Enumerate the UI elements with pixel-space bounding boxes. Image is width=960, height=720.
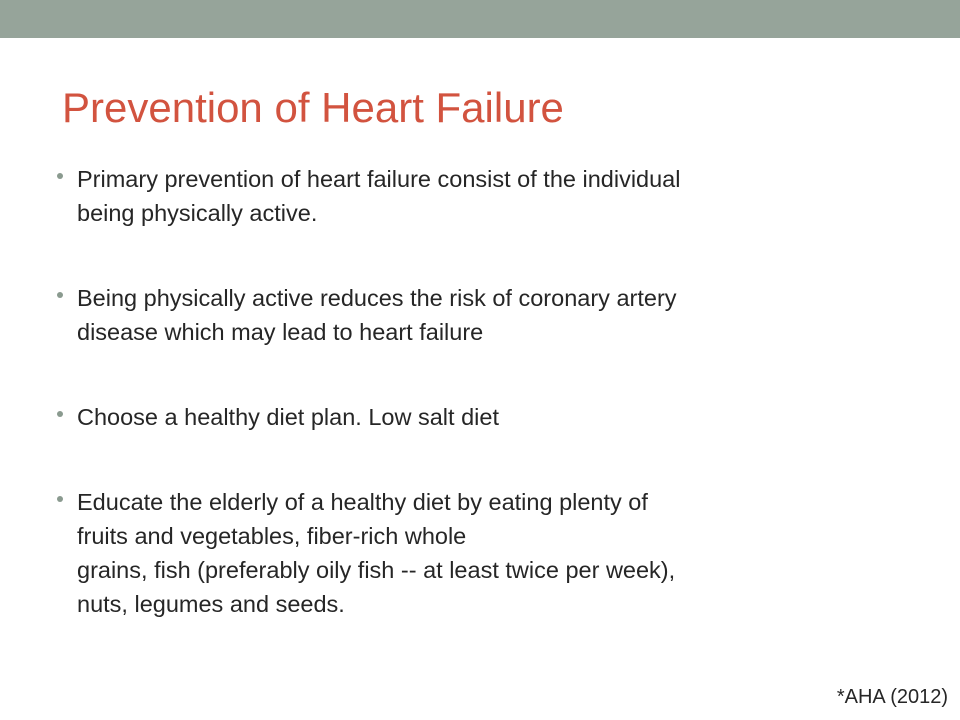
bullet-text-line: Educate the elderly of a healthy diet by eating plenty of (77, 489, 648, 515)
bullet-text-line: disease which may lead to heart failure (77, 319, 484, 345)
bullet-text-line: fruits and vegetables, fiber-rich whole (77, 523, 467, 549)
bullet-dot-icon (57, 173, 63, 179)
bullet-item-educate-elderly (57, 485, 917, 621)
bullet-dot-icon (57, 292, 63, 298)
bullet-text-line: Being physically active reduces the risk of coronary artery (77, 285, 677, 311)
bullet-item-physical-activity (57, 281, 917, 349)
citation-footnote: *AHA (2012) (836, 686, 948, 708)
bullet-text-line: Primary prevention of heart failure consist of the individual (77, 166, 681, 192)
bullet-text-line: being physically active. (77, 200, 318, 226)
bullet-text-line: Choose a healthy diet plan. Low salt diet (77, 404, 499, 430)
bullet-list (57, 162, 917, 672)
top-accent-bar (0, 0, 960, 38)
bullet-text-line: nuts, legumes and seeds. (77, 591, 345, 617)
bullet-item-diet-plan (57, 400, 917, 434)
bullet-item-primary-prevention (57, 162, 917, 230)
bullet-dot-icon (57, 496, 63, 502)
bullet-dot-icon (57, 411, 63, 417)
bullet-text-line: grains, fish (preferably oily fish -- at least twice per week), (77, 557, 676, 583)
slide-title: Prevention of Heart Failure (62, 84, 564, 131)
